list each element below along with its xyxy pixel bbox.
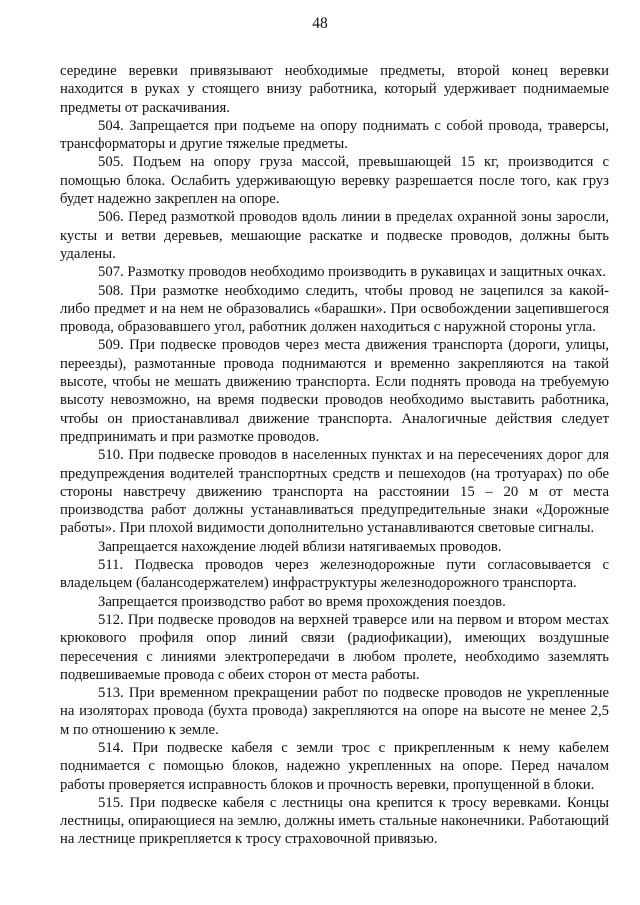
paragraph-510-note: Запрещается нахождение людей вблизи натягиваемых проводов.: [98, 538, 502, 555]
paragraph-509: 509. При подвеске проводов через места движения транспорта (дороги, улицы, переезды), размотанные провода поднимаются и временно закрепляются на такой высоте, чтобы не мешать движению транспорта. Если поднять провода на требуемую высоту невозможно, на время подвески проводов необходимо выставить работника, чтобы он приостанавливал движение транспорта. Аналогичные действия следует предпринимать и при размотке проводов.: [60, 337, 609, 445]
paragraph-515: 515. При подвеске кабеля с лестницы она крепится к тросу веревками. Концы лестницы, опирающиеся на землю, должны иметь стальные наконечники. Работающий на лестнице прикрепляется к тросу страховочной привязью.: [60, 794, 609, 848]
paragraph-506: 506. Перед размоткой проводов вдоль линии в пределах охранной зоны заросли, кусты и ветви деревьев, мешающие раскатке и подвеске проводов, должны быть удалены.: [60, 209, 609, 262]
paragraph-505: 505. Подъем на опору груза массой, превышающей 15 кг, производится с помощью блока. Ослабить удерживающую веревку разрешается после того, как груз будет надежно закреплен на опоре.: [60, 154, 609, 208]
paragraph-508: 508. При размотке необходимо следить, чтобы провод не зацепился за какой-либо предмет и на нем не образовались «барашки». При освобождении зацепившегося провода, образовавшего угол, работник должен находиться с наружной стороны угла.: [60, 282, 609, 336]
paragraph-512: 512. При подвеске проводов на верхней траверсе или на первом и втором местах крюкового профиля опор линий связи (радиофикации), имеющих воздушные пересечения с линиями электропередачи в любом пролете, необходимо заземлять подвешиваемые провода с обеих сторон от места работы.: [60, 611, 609, 683]
paragraph-511-note: Запрещается производство работ во время прохождения поездов.: [98, 593, 506, 610]
paragraph-504: 504. Запрещается при подъеме на опору поднимать с собой провода, траверсы, трансформаторы и другие тяжелые предметы.: [60, 117, 609, 153]
page-number: 48: [312, 15, 328, 32]
paragraph-510: 510. При подвеске проводов в населенных пунктах и на пересечениях дорог для предупреждения водителей транспортных средств и пешеходов (на тротуарах) по обе стороны навстречу движению транспорта на расстоянии 15 – 20 м от места производства работ должны устанавливаться предупредительные знаки «Дорожные работы». При плохой видимости дополнительно устанавливаются световые сигналы.: [60, 447, 609, 537]
paragraph-513: 513. При временном прекращении работ по подвеске проводов не укрепленные на изоляторах провода (бухта провода) закрепляются на опоре на высоте не менее 2,5 м по отношению к земле.: [60, 685, 609, 738]
paragraph-511: 511. Подвеска проводов через железнодорожные пути согласовывается с владельцем (балансодержателем) инфраструктуры железнодорожного транспорта.: [60, 557, 609, 592]
document-body: [60, 62, 609, 849]
paragraph-continuation: середине веревки привязывают необходимые предметы, второй конец веревки находится в руках у стоящего внизу работника, который удерживает поднимаемые предметы от раскачивания.: [60, 63, 609, 116]
paragraph-514: 514. При подвеске кабеля с земли трос с прикрепленным к нему кабелем поднимается с помощью блоков, надежно укрепленных на опоре. Перед началом работы проверяется исправность блоков и прочность веревки, пропущенной в блоки.: [60, 739, 609, 793]
paragraph-507: 507. Размотку проводов необходимо производить в рукавицах и защитных очках.: [98, 264, 606, 281]
